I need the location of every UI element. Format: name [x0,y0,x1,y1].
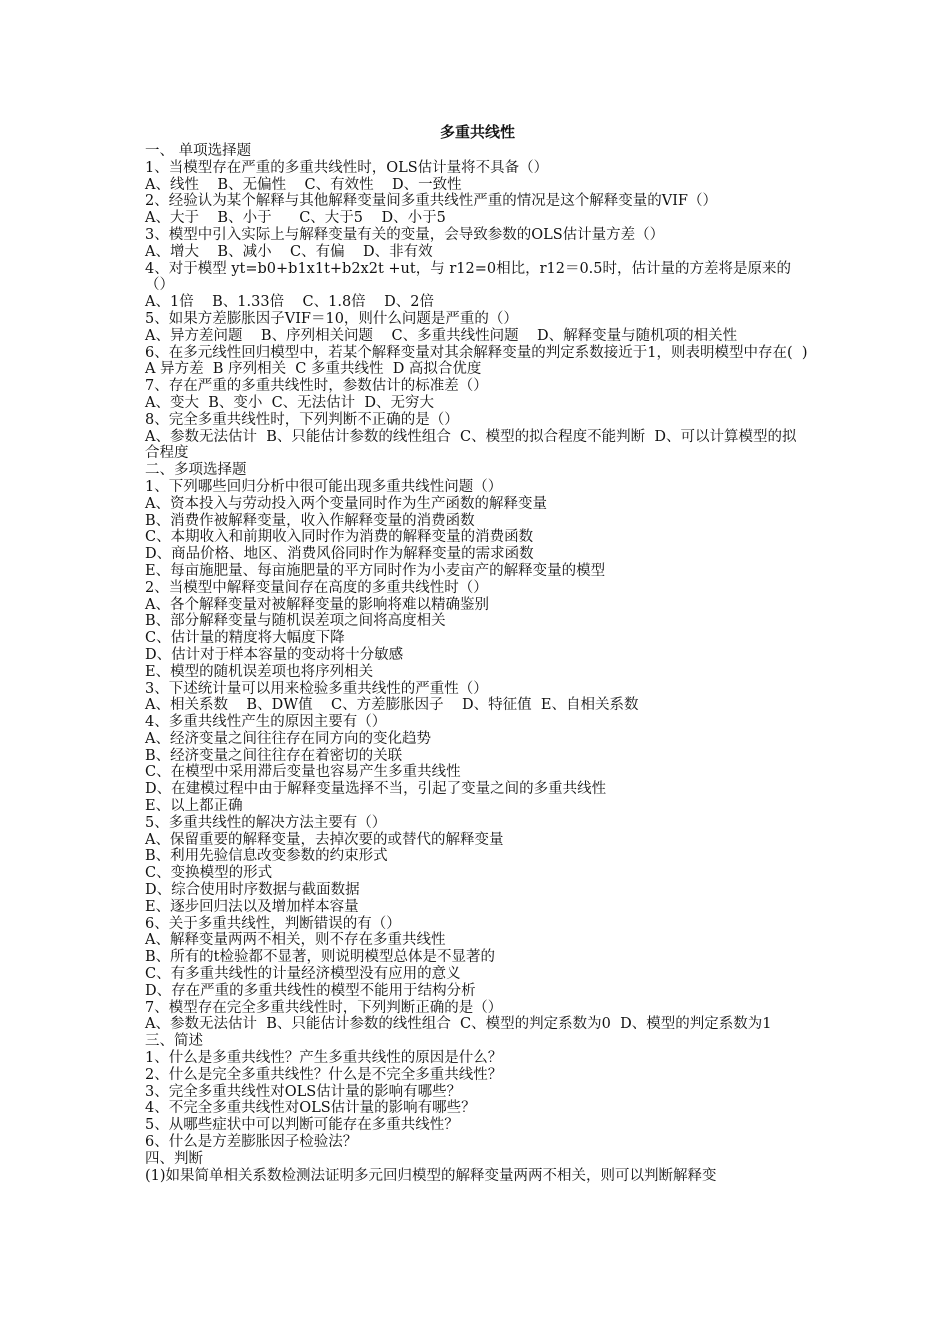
text-line: 7、存在严重的多重共线性时，参数估计的标准差（） [145,378,488,395]
text-line: E、以上都正确 [145,798,243,815]
text-line: 4、不完全多重共线性对OLS估计量的影响有哪些？ [145,1100,476,1117]
text-line: A、相关系数 B、DW值 C、方差膨胀因子 D、特征值 E、自相关系数 [145,697,639,714]
text-line: A、参数无法估计 B、只能估计参数的线性组合 C、模型的拟合程度不能判断 D、可以计算模型的拟合程度 [145,428,797,462]
text-line: A、经济变量之间往往存在同方向的变化趋势 [145,730,431,747]
text-line: 一、 单项选择题 [145,143,252,159]
text-line: E、每亩施肥量、每亩施肥量的平方同时作为小麦亩产的解释变量的模型 [145,562,606,579]
text-line: C、变换模型的形式 [145,865,273,882]
text-line: C、估计量的精度将大幅度下降 [145,630,345,647]
text-line: 6、什么是方差膨胀因子检验法？ [145,1134,358,1151]
text-line: D、在建模过程中由于解释变量选择不当，引起了变量之间的多重共线性 [145,781,607,798]
text-line: A、增大 B、减小 C、有偏 D、非有效 [145,243,433,260]
text-line: B、消费作被解释变量，收入作解释变量的消费函数 [145,512,475,529]
text-line: 1、什么是多重共线性？产生多重共线性的原因是什么？ [145,1050,503,1067]
document-page [145,121,810,1184]
text-line: A、变大 B、变小 C、无法估计 D、无穷大 [145,394,435,411]
text-line: (1)如果简单相关系数检测法证明多元回归模型的解释变量两两不相关，则可以判断解释变 [145,1167,717,1184]
text-line: 6、在多元线性回归模型中，若某个解释变量对其余解释变量的判定系数接近于1，则表明模型中存在( ) [145,344,808,361]
text-line: D、估计对于样本容量的变动将十分敏感 [145,646,404,663]
text-line: 3、下述统计量可以用来检验多重共线性的严重性（） [145,680,488,697]
text-line: 4、多重共线性产生的原因主要有（） [145,714,387,731]
text-line: 2、当模型中解释变量间存在高度的多重共线性时（） [145,579,488,596]
text-line: B、利用先验信息改变参数的约束形式 [145,848,388,865]
text-line: 二、多项选择题 [145,462,247,479]
text-line: C、有多重共线性的计量经济模型没有应用的意义 [145,966,461,983]
text-line: 1、当模型存在严重的多重共线性时，OLS估计量将不具备（） [145,159,549,176]
text-line: 2、什么是完全多重共线性？什么是不完全多重共线性？ [145,1066,503,1083]
text-line: A、参数无法估计 B、只能估计参数的线性组合 C、模型的判定系数为0 D、模型的判定系数为1 [145,1016,772,1033]
text-line: A、线性 B、无偏性 C、有效性 D、一致性 [145,176,462,193]
text-line: 4、对于模型 yt=b0+b1x1t+b2x2t +ut，与 r12=0相比，r12＝0.5时，估计量的方差将是原来的（） [145,260,792,294]
text-line: A、大于 B、小于 C、大于5 D、小于5 [145,210,446,227]
text-line: 1、下列哪些回归分析中很可能出现多重共线性问题（） [145,478,503,495]
text-line: A、资本投入与劳动投入两个变量同时作为生产函数的解释变量 [145,495,547,512]
text-line: 2、经验认为某个解释与其他解释变量间多重共线性严重的情况是这个解释变量的VIF（） [145,193,717,210]
text-line: 3、完全多重共线性对OLS估计量的影响有哪些？ [145,1083,462,1100]
text-line: 5、从哪些症状中可以判断可能存在多重共线性？ [145,1117,459,1134]
text-line: 三、简述 [145,1033,203,1050]
text-line: 5、如果方差膨胀因子VIF＝10，则什么问题是严重的（） [145,310,518,327]
document-body [145,143,810,1184]
text-line: C、在模型中采用滞后变量也容易产生多重共线性 [145,764,461,781]
text-line: A 异方差 B 序列相关 C 多重共线性 D 高拟合优度 [145,361,482,378]
text-line: A、解释变量两两不相关，则不存在多重共线性 [145,932,446,949]
text-line: E、逐步回归法以及增加样本容量 [145,898,359,915]
text-line: D、商品价格、地区、消费风俗同时作为解释变量的需求函数 [145,546,534,563]
text-line: D、存在严重的多重共线性的模型不能用于结构分析 [145,982,476,999]
text-line: C、本期收入和前期收入同时作为消费的解释变量的消费函数 [145,529,534,546]
text-line: A、各个解释变量对被解释变量的影响将难以精确鉴别 [145,596,489,613]
text-line: A、异方差问题 B、序列相关问题 C、多重共线性问题 D、解释变量与随机项的相关性 [145,327,738,344]
text-line: E、模型的随机误差项也将序列相关 [145,663,374,680]
text-line: B、所有的t检验都不显著，则说明模型总体是不显著的 [145,949,495,966]
text-line: 7、模型存在完全多重共线性时，下列判断正确的是（） [145,999,503,1016]
text-line: 四、判断 [145,1150,203,1167]
document-title: 多重共线性 [439,123,515,141]
text-line: 6、关于多重共线性，判断错误的有（） [145,915,401,932]
text-line: D、综合使用时序数据与截面数据 [145,882,360,899]
text-line: B、部分解释变量与随机误差项之间将高度相关 [145,613,446,630]
text-line: 3、模型中引入实际上与解释变量有关的变量，会导致参数的OLS估计量方差（） [145,226,665,243]
text-line: A、保留重要的解释变量，去掉次要的或替代的解释变量 [145,831,504,848]
text-line: B、经济变量之间往往存在着密切的关联 [145,747,403,764]
text-line: A、1倍 B、1.33倍 C、1.8倍 D、2倍 [145,294,434,311]
text-line: 5、多重共线性的解决方法主要有（） [145,814,387,831]
text-line: 8、完全多重共线性时，下列判断不正确的是（） [145,411,459,428]
